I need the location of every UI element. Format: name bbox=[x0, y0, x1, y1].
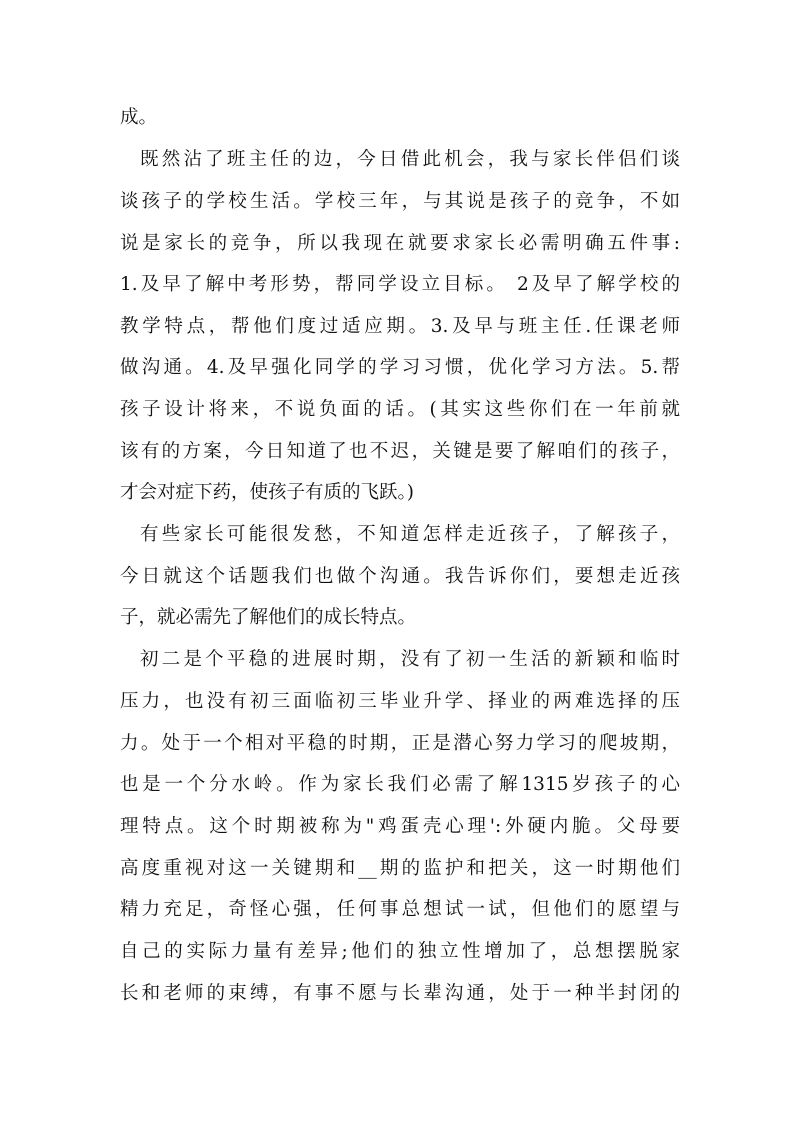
paragraph-line: 才会对症下药，使孩子有质的飞跃。) bbox=[120, 482, 414, 503]
paragraph-line: 教学特点，帮他们度过适应期。3.及早与班主任.任课老师 bbox=[120, 316, 680, 337]
paragraph-line: 精力充足，奇怪心强，任何事总想试一试，但他们的愿望与 bbox=[120, 899, 680, 920]
paragraph-line: 也是一个分水岭。作为家长我们必需了解1315岁孩子的心 bbox=[120, 774, 680, 795]
paragraph-line: 子，就必需先了解他们的成长特点。 bbox=[120, 607, 417, 628]
paragraph-line: 1.及早了解中考形势，帮同学设立目标。 2及早了解学校的 bbox=[120, 274, 680, 295]
paragraph-line: 既然沾了班主任的边，今日借此机会，我与家长伴侣们谈 bbox=[140, 149, 680, 170]
paragraph-line: 初二是个平稳的进展时期，没有了初一生活的新颖和临时 bbox=[140, 649, 680, 670]
paragraph-line: 长和老师的束缚，有事不愿与长辈沟通，处于一种半封闭的 bbox=[120, 983, 680, 1004]
paragraph-line: 今日就这个话题我们也做个沟通。我告诉你们，要想走近孩 bbox=[120, 566, 680, 587]
paragraph-line: 说是家长的竞争，所以我现在就要求家长必需明确五件事: bbox=[120, 233, 680, 254]
paragraph-line: 做沟通。4.及早强化同学的学习习惯，优化学习方法。5.帮 bbox=[120, 357, 680, 378]
paragraph-line: 理特点。这个时期被称为"鸡蛋壳心理':外硬内脆。父母要 bbox=[120, 816, 680, 837]
paragraph-line: 力。处于一个相对平稳的时期，正是潜心努力学习的爬坡期， bbox=[120, 733, 680, 754]
paragraph-line: 高度重视对这一关键期和__期的监护和把关，这一时期他们 bbox=[120, 858, 680, 879]
paragraph-line: 孩子设计将来，不说负面的话。(其实这些你们在一年前就 bbox=[120, 399, 680, 420]
paragraph-line: 有些家长可能很发愁，不知道怎样走近孩子，了解孩子， bbox=[140, 524, 680, 545]
paragraph-line: 该有的方案，今日知道了也不迟，关键是要了解咱们的孩子， bbox=[120, 441, 680, 462]
paragraph-line: 自己的实际力量有差异;他们的独立性增加了，总想摆脱家 bbox=[120, 941, 680, 962]
paragraph-line: 谈孩子的学校生活。学校三年，与其说是孩子的竞争，不如 bbox=[120, 191, 680, 212]
paragraph-line: 压力，也没有初三面临初三毕业升学、择业的两难选择的压 bbox=[120, 691, 680, 712]
text-line: 成。 bbox=[120, 107, 158, 128]
